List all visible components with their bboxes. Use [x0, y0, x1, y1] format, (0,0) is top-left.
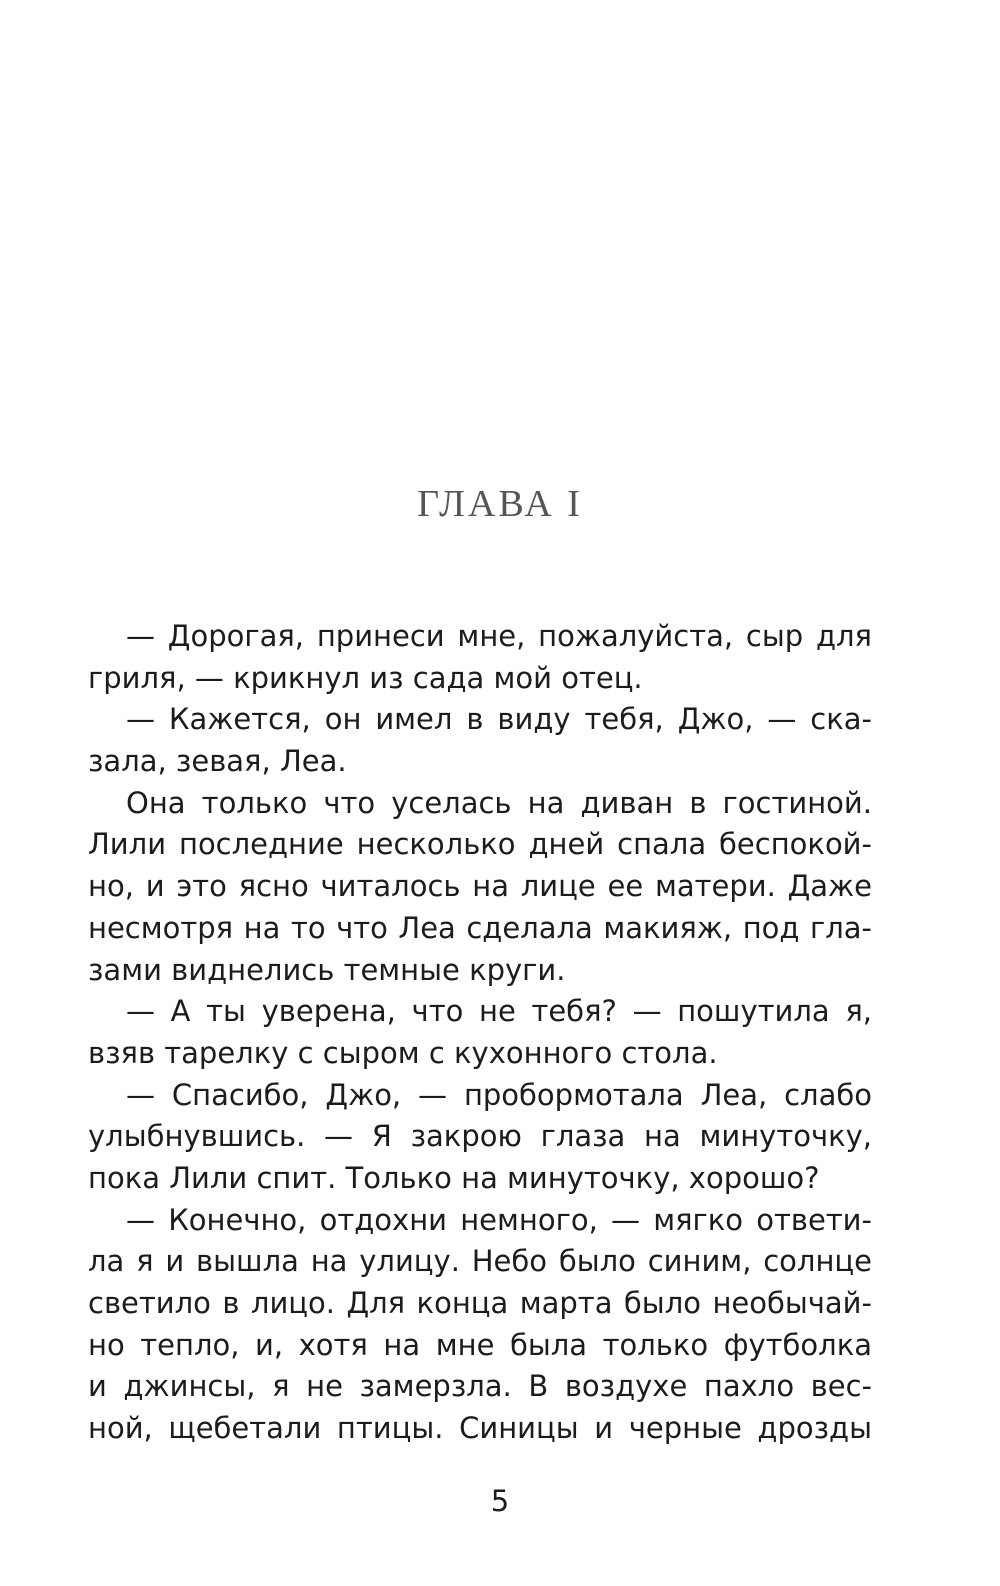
- text-line: пока Лили спит. Только на минуточку, хорошо?: [88, 1160, 820, 1195]
- text-line: но, и это ясно читалось на лице ее матери. Даже: [88, 869, 872, 904]
- text-line: несмотря на то что Леа сделала макияж, под гла-: [88, 910, 872, 945]
- text-line: светило в лицо. Для конца марта было необычай-: [88, 1286, 872, 1320]
- text-line: — А ты уверена, что не тебя? — пошутила я,: [126, 994, 872, 1029]
- text-line: Лили последние несколько дней спала беспокой-: [88, 827, 872, 862]
- text-line: — Спасибо, Джо, — пробормотала Леа, слабо: [126, 1077, 872, 1112]
- text-line: и джинсы, я не замерзла. В воздухе пахло вес-: [88, 1369, 872, 1404]
- body-text: [88, 616, 872, 1450]
- page-number: 5: [490, 1484, 510, 1518]
- text-line: — Кажется, он имел в виду тебя, Джо, — ска-: [126, 702, 872, 737]
- chapter-title: ГЛАВА I: [417, 483, 583, 525]
- text-line: ла я и вышла на улицу. Небо было синим, солнце: [88, 1244, 872, 1279]
- text-line: — Дорогая, принеси мне, пожалуйста, сыр для: [126, 619, 872, 653]
- text-line: взяв тарелку с сыром с кухонного стола.: [88, 1035, 718, 1070]
- text-line: улыбнувшись. — Я закрою глаза на минуточку,: [88, 1119, 872, 1154]
- text-line: ной, щебетали птицы. Синицы и черные дрозды: [88, 1411, 872, 1446]
- text-line: зами виднелись темные круги.: [88, 952, 566, 987]
- text-line: гриля, — крикнул из сада мой отец.: [88, 660, 643, 695]
- text-line: Она только что уселась на диван в гостиной.: [126, 785, 872, 820]
- text-line: но тепло, и, хотя на мне была только футболка: [88, 1327, 872, 1362]
- text-line: — Конечно, отдохни немного, — мягко ответи-: [126, 1202, 872, 1237]
- text-line: зала, зевая, Леа.: [88, 744, 347, 779]
